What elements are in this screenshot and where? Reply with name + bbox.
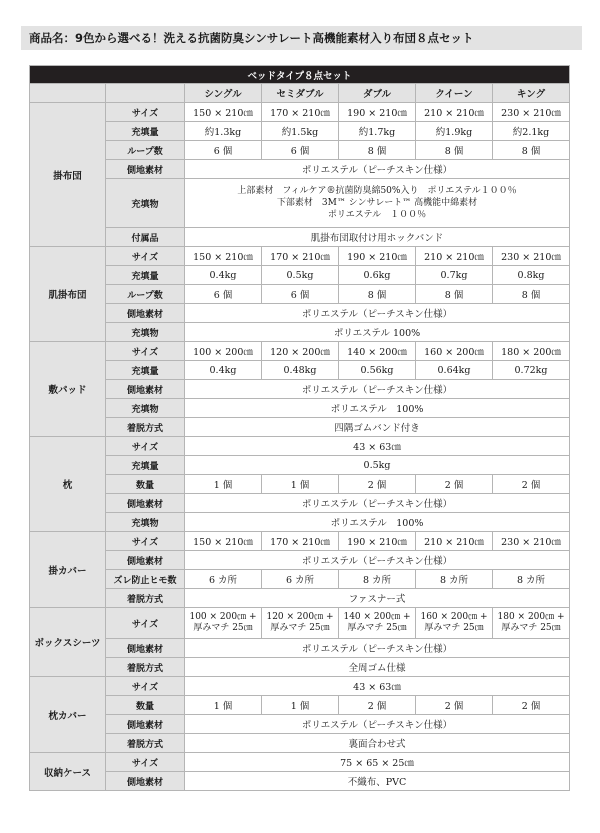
size-header: クイーン xyxy=(416,84,493,103)
value-cell: 2 個 xyxy=(339,696,416,715)
spec-row xyxy=(30,141,570,160)
value-line: 下部素材 3M™ シンサレート™ 高機能中綿素材 xyxy=(276,198,478,208)
value-cell: 0.8kg xyxy=(493,266,570,285)
value-cell: 2 個 xyxy=(493,696,570,715)
value-cell-merged: ポリエステル（ピーチスキン仕様） xyxy=(185,494,570,513)
spec-row xyxy=(30,228,570,247)
value-cell: 6 カ所 xyxy=(185,570,262,589)
spec-row xyxy=(30,715,570,734)
value-cell: 8 個 xyxy=(493,285,570,304)
value-cell: 0.56kg xyxy=(339,361,416,380)
spec-row xyxy=(30,772,570,791)
value-cell: 150 × 210㎝ xyxy=(185,532,262,551)
value-cell: 190 × 210㎝ xyxy=(339,532,416,551)
row-label: 着脱方式 xyxy=(106,734,185,753)
value-cell: 8 個 xyxy=(339,285,416,304)
value-cell: 160 × 200㎝ + 厚みマチ 25㎝ xyxy=(416,608,493,639)
value-cell: 0.72kg xyxy=(493,361,570,380)
value-cell: 8 個 xyxy=(339,141,416,160)
row-label: 充填物 xyxy=(106,323,185,342)
row-label: 側地素材 xyxy=(106,304,185,323)
header-blank xyxy=(106,84,185,103)
size-header: セミダブル xyxy=(262,84,339,103)
value-cell: 6 カ所 xyxy=(262,570,339,589)
spec-row xyxy=(30,456,570,475)
spec-row xyxy=(30,608,570,639)
category-cell: 掛布団 xyxy=(30,103,106,247)
value-cell: 210 × 210㎝ xyxy=(416,247,493,266)
row-label: サイズ xyxy=(106,677,185,696)
row-label: サイズ xyxy=(106,103,185,122)
row-label: 着脱方式 xyxy=(106,658,185,677)
spec-row xyxy=(30,399,570,418)
value-cell: 190 × 210㎝ xyxy=(339,247,416,266)
spec-row xyxy=(30,494,570,513)
spec-row xyxy=(30,551,570,570)
value-cell-merged: ポリエステル（ピーチスキン仕様） xyxy=(185,715,570,734)
value-cell: 1 個 xyxy=(262,475,339,494)
value-cell-multiline xyxy=(185,179,570,228)
value-cell: 140 × 200㎝ xyxy=(339,342,416,361)
row-label: 充填量 xyxy=(106,456,185,475)
spec-row xyxy=(30,658,570,677)
value-cell-merged: 裏面合わせ式 xyxy=(185,734,570,753)
value-cell-merged: ファスナー式 xyxy=(185,589,570,608)
spec-row xyxy=(30,247,570,266)
category-cell: 枕カバー xyxy=(30,677,106,753)
spec-row xyxy=(30,285,570,304)
spec-row xyxy=(30,570,570,589)
row-label: 側地素材 xyxy=(106,639,185,658)
spec-row xyxy=(30,380,570,399)
value-cell-merged: ポリエステル 100% xyxy=(185,513,570,532)
spec-row xyxy=(30,532,570,551)
value-cell: 0.5kg xyxy=(262,266,339,285)
spec-row xyxy=(30,103,570,122)
value-cell: 140 × 200㎝ + 厚みマチ 25㎝ xyxy=(339,608,416,639)
category-cell: 敷パッド xyxy=(30,342,106,437)
value-cell: 6 個 xyxy=(185,141,262,160)
value-cell: 0.48kg xyxy=(262,361,339,380)
value-cell: 0.64kg xyxy=(416,361,493,380)
value-cell-merged: ポリエステル（ピーチスキン仕様） xyxy=(185,380,570,399)
value-cell: 2 個 xyxy=(416,696,493,715)
value-cell: 120 × 200㎝ xyxy=(262,342,339,361)
value-cell: 120 × 200㎝ + 厚みマチ 25㎝ xyxy=(262,608,339,639)
value-cell-merged: 0.5kg xyxy=(185,456,570,475)
value-cell: 160 × 200㎝ xyxy=(416,342,493,361)
spec-row xyxy=(30,418,570,437)
spec-row xyxy=(30,696,570,715)
value-cell: 約1.7kg xyxy=(339,122,416,141)
category-cell: ボックスシーツ xyxy=(30,608,106,677)
row-label: 充填量 xyxy=(106,361,185,380)
row-label: 側地素材 xyxy=(106,772,185,791)
value-cell-merged: 四隅ゴムバンド付き xyxy=(185,418,570,437)
value-cell: 0.6kg xyxy=(339,266,416,285)
value-cell: 230 × 210㎝ xyxy=(493,247,570,266)
header-blank xyxy=(30,84,106,103)
table-banner: ベッドタイプ８点セット xyxy=(30,66,570,84)
value-cell: 210 × 210㎝ xyxy=(416,103,493,122)
row-label: 側地素材 xyxy=(106,715,185,734)
value-cell: 0.4kg xyxy=(185,266,262,285)
value-cell-merged: ポリエステル（ピーチスキン仕様） xyxy=(185,551,570,570)
value-cell: 6 個 xyxy=(262,285,339,304)
value-cell-merged: ポリエステル（ピーチスキン仕様） xyxy=(185,639,570,658)
spec-row xyxy=(30,589,570,608)
row-label: 充填物 xyxy=(106,513,185,532)
value-cell: 約1.5kg xyxy=(262,122,339,141)
value-cell: 1 個 xyxy=(185,475,262,494)
value-cell: 180 × 200㎝ + 厚みマチ 25㎝ xyxy=(493,608,570,639)
value-cell: 8 カ所 xyxy=(493,570,570,589)
row-label: ループ数 xyxy=(106,141,185,160)
size-header: ダブル xyxy=(339,84,416,103)
value-cell: 0.4kg xyxy=(185,361,262,380)
value-cell: 150 × 210㎝ xyxy=(185,247,262,266)
value-cell-merged: ポリエステル 100% xyxy=(185,323,570,342)
category-cell: 枕 xyxy=(30,437,106,532)
spec-table xyxy=(29,65,570,791)
value-line: 上部素材 フィルケア®抗菌防臭綿50%入り ポリエステル１００％ xyxy=(237,186,517,196)
value-cell: 6 個 xyxy=(262,141,339,160)
row-label: ループ数 xyxy=(106,285,185,304)
value-cell: 2 個 xyxy=(339,475,416,494)
value-cell: 170 × 210㎝ xyxy=(262,532,339,551)
value-cell: 230 × 210㎝ xyxy=(493,532,570,551)
row-label: サイズ xyxy=(106,247,185,266)
value-cell-merged: 不織布、PVC xyxy=(185,772,570,791)
value-cell-merged: ポリエステル 100% xyxy=(185,399,570,418)
value-cell: 150 × 210㎝ xyxy=(185,103,262,122)
row-label: 側地素材 xyxy=(106,380,185,399)
spec-row xyxy=(30,753,570,772)
spec-row xyxy=(30,513,570,532)
spec-row xyxy=(30,361,570,380)
row-label: サイズ xyxy=(106,437,185,456)
value-cell-merged: 全周ゴム仕様 xyxy=(185,658,570,677)
value-cell: 210 × 210㎝ xyxy=(416,532,493,551)
spec-row xyxy=(30,677,570,696)
value-cell: 約1.3kg xyxy=(185,122,262,141)
value-line: ポリエステル １００％ xyxy=(327,210,427,220)
spec-row xyxy=(30,734,570,753)
row-label: 側地素材 xyxy=(106,494,185,513)
spec-row xyxy=(30,342,570,361)
value-cell: 100 × 200㎝ + 厚みマチ 25㎝ xyxy=(185,608,262,639)
category-cell: 肌掛布団 xyxy=(30,247,106,342)
value-cell: 8 個 xyxy=(416,141,493,160)
value-cell-merged: ポリエステル（ピーチスキン仕様） xyxy=(185,304,570,323)
row-label: 数量 xyxy=(106,696,185,715)
value-cell: 180 × 200㎝ xyxy=(493,342,570,361)
spec-row xyxy=(30,437,570,456)
value-cell: 約2.1kg xyxy=(493,122,570,141)
size-header: シングル xyxy=(185,84,262,103)
value-cell: 6 個 xyxy=(185,285,262,304)
row-label: 数量 xyxy=(106,475,185,494)
value-cell-merged: 43 × 63㎝ xyxy=(185,437,570,456)
row-label: サイズ xyxy=(106,342,185,361)
product-title: 商品名：9色から選べる！洗える抗菌防臭シンサレート高機能素材入り布団８点セット xyxy=(21,26,582,50)
spec-row xyxy=(30,323,570,342)
value-cell: 190 × 210㎝ xyxy=(339,103,416,122)
value-cell: 8 カ所 xyxy=(339,570,416,589)
value-cell-merged: 75 × 65 × 25㎝ xyxy=(185,753,570,772)
size-header-row xyxy=(30,84,570,103)
row-label: 着脱方式 xyxy=(106,418,185,437)
row-label: 側地素材 xyxy=(106,551,185,570)
row-label: 充填物 xyxy=(106,399,185,418)
row-label: ズレ防止ヒモ数 xyxy=(106,570,185,589)
value-cell-merged: 43 × 63㎝ xyxy=(185,677,570,696)
spec-row xyxy=(30,475,570,494)
row-label: 充填量 xyxy=(106,122,185,141)
value-cell: 170 × 210㎝ xyxy=(262,103,339,122)
value-cell: 0.7kg xyxy=(416,266,493,285)
row-label: 充填量 xyxy=(106,266,185,285)
value-cell: 100 × 200㎝ xyxy=(185,342,262,361)
row-label: 側地素材 xyxy=(106,160,185,179)
spec-row xyxy=(30,179,570,228)
value-cell: 2 個 xyxy=(493,475,570,494)
row-label: 充填物 xyxy=(106,179,185,228)
value-cell: 8 個 xyxy=(493,141,570,160)
spec-row xyxy=(30,639,570,658)
value-cell: 1 個 xyxy=(262,696,339,715)
spec-row xyxy=(30,304,570,323)
row-label: 付属品 xyxy=(106,228,185,247)
spec-row xyxy=(30,266,570,285)
value-cell-merged: ポリエステル（ピーチスキン仕様） xyxy=(185,160,570,179)
value-cell: 230 × 210㎝ xyxy=(493,103,570,122)
value-cell: 8 個 xyxy=(416,285,493,304)
value-cell: 1 個 xyxy=(185,696,262,715)
row-label: サイズ xyxy=(106,532,185,551)
value-cell: 170 × 210㎝ xyxy=(262,247,339,266)
value-cell: 2 個 xyxy=(416,475,493,494)
spec-row xyxy=(30,122,570,141)
value-cell-merged: 肌掛布団取付け用ホックバンド xyxy=(185,228,570,247)
value-cell: 約1.9kg xyxy=(416,122,493,141)
row-label: 着脱方式 xyxy=(106,589,185,608)
category-cell: 掛カバー xyxy=(30,532,106,608)
row-label: サイズ xyxy=(106,753,185,772)
spec-row xyxy=(30,160,570,179)
row-label: サイズ xyxy=(106,608,185,639)
size-header: キング xyxy=(493,84,570,103)
value-cell: 8 カ所 xyxy=(416,570,493,589)
category-cell: 収納ケース xyxy=(30,753,106,791)
